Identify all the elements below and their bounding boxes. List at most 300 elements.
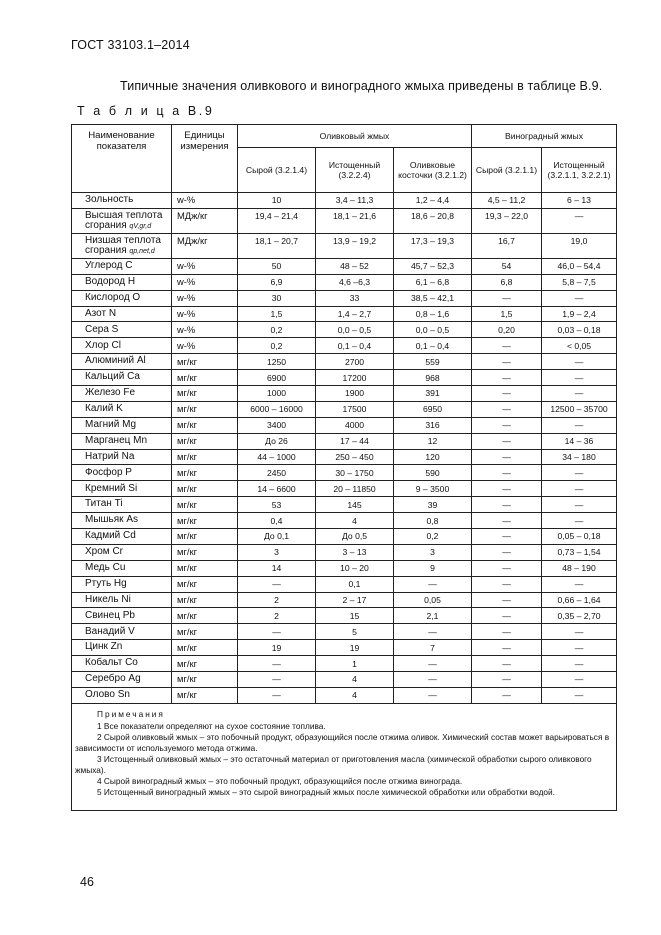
- row-unit: МДж/кг: [172, 208, 238, 233]
- row-symbol: qp,net,d: [129, 248, 155, 256]
- row-value: —: [542, 497, 617, 513]
- row-name-text: Ртуть Hg: [85, 577, 127, 589]
- row-name-text: Цинк Zn: [85, 641, 123, 653]
- row-value: 48 – 190: [542, 560, 617, 576]
- row-name: [72, 193, 172, 209]
- row-value: 0,8 – 1,6: [394, 306, 472, 322]
- table-row: [72, 465, 617, 481]
- row-unit: мг/кг: [172, 481, 238, 497]
- header-olive-stones: Оливковые косточки (3.2.1.2): [394, 148, 472, 193]
- header-olive-raw: Сырой (3.2.1.4): [238, 148, 316, 193]
- row-unit: w-%: [172, 274, 238, 290]
- row-unit: w-%: [172, 290, 238, 306]
- row-unit: мг/кг: [172, 529, 238, 545]
- row-value: 1,9 – 2,4: [542, 306, 617, 322]
- row-value: 3: [394, 544, 472, 560]
- row-value: 3400: [238, 417, 316, 433]
- row-value: —: [394, 687, 472, 703]
- row-value: 17200: [316, 370, 394, 386]
- row-value: 18,1 – 21,6: [316, 208, 394, 233]
- data-table: [71, 124, 617, 811]
- row-value: —: [472, 401, 542, 417]
- row-name-text: Железо Fe: [85, 387, 135, 399]
- row-value: —: [542, 576, 617, 592]
- row-value: —: [472, 640, 542, 656]
- row-name-text: Сера S: [85, 323, 119, 335]
- row-value: —: [472, 544, 542, 560]
- row-value: —: [542, 513, 617, 529]
- row-value: 1900: [316, 386, 394, 402]
- row-value: 4: [316, 513, 394, 529]
- row-value: 968: [394, 370, 472, 386]
- row-value: 18,1 – 20,7: [238, 233, 316, 258]
- row-value: 1250: [238, 354, 316, 370]
- row-value: 12: [394, 433, 472, 449]
- row-value: —: [394, 624, 472, 640]
- row-value: 30: [238, 290, 316, 306]
- row-value: 7: [394, 640, 472, 656]
- note-item: 4 Сырой виноградный жмых – это побочный продукт, образующийся после отжима винограда.: [97, 775, 463, 786]
- row-name: [72, 386, 172, 402]
- row-value: 1,4 – 2,7: [316, 306, 394, 322]
- row-value: —: [238, 672, 316, 688]
- row-value: 316: [394, 417, 472, 433]
- table-row: [72, 401, 617, 417]
- row-value: 0,2: [238, 338, 316, 354]
- row-name-text: Мышьяк As: [85, 514, 138, 526]
- table-row: [72, 624, 617, 640]
- row-name: [72, 672, 172, 688]
- row-value: —: [472, 370, 542, 386]
- table-row: [72, 497, 617, 513]
- table-body: [72, 193, 617, 704]
- row-name: [72, 274, 172, 290]
- row-unit: w-%: [172, 193, 238, 209]
- row-name-text: Высшая теплота сгорания: [85, 209, 163, 232]
- table-row: [72, 290, 617, 306]
- row-name-text: Калий K: [85, 403, 123, 415]
- row-value: 0,05 – 0,18: [542, 529, 617, 545]
- row-value: 14 – 6600: [238, 481, 316, 497]
- row-value: —: [472, 513, 542, 529]
- row-value: —: [472, 592, 542, 608]
- row-value: —: [542, 208, 617, 233]
- table-row: [72, 560, 617, 576]
- row-value: 0,2: [394, 529, 472, 545]
- row-unit: мг/кг: [172, 672, 238, 688]
- row-value: 0,1 – 0,4: [394, 338, 472, 354]
- table-row: [72, 233, 617, 258]
- row-name: [72, 656, 172, 672]
- row-value: 20 – 11850: [316, 481, 394, 497]
- row-name: [72, 640, 172, 656]
- row-value: 250 – 450: [316, 449, 394, 465]
- notes-cell: [72, 703, 617, 810]
- row-name: [72, 433, 172, 449]
- table-row: [72, 370, 617, 386]
- table-row: [72, 208, 617, 233]
- row-value: 1,5: [472, 306, 542, 322]
- row-value: 19,4 – 21,4: [238, 208, 316, 233]
- row-value: —: [542, 465, 617, 481]
- row-name-text: Кремний Si: [85, 482, 138, 494]
- row-value: 559: [394, 354, 472, 370]
- row-value: 120: [394, 449, 472, 465]
- note-item: 5 Истощенный виноградный жмых – это сырой виноградный жмых после химической обработки или обработки водой.: [97, 786, 555, 797]
- row-name-text: Олово Sn: [85, 689, 130, 701]
- row-value: 4,5 – 11,2: [472, 193, 542, 209]
- row-unit: мг/кг: [172, 497, 238, 513]
- row-value: —: [472, 433, 542, 449]
- row-value: —: [542, 672, 617, 688]
- notes-heading: Примечания: [97, 708, 165, 719]
- row-value: —: [472, 529, 542, 545]
- row-value: До 26: [238, 433, 316, 449]
- row-unit: мг/кг: [172, 465, 238, 481]
- row-value: 6950: [394, 401, 472, 417]
- row-unit: мг/кг: [172, 640, 238, 656]
- table-row: [72, 687, 617, 703]
- table-row: [72, 274, 617, 290]
- header-olive-group: Оливковый жмых: [238, 125, 472, 148]
- row-value: —: [542, 624, 617, 640]
- row-value: —: [472, 338, 542, 354]
- row-name: [72, 608, 172, 624]
- row-name-text: Марганец Mn: [85, 434, 148, 446]
- row-name-text: Никель Ni: [85, 593, 131, 605]
- row-value: 19: [238, 640, 316, 656]
- row-value: 1000: [238, 386, 316, 402]
- row-name-text: Кальций Ca: [85, 371, 140, 383]
- row-unit: мг/кг: [172, 354, 238, 370]
- row-value: 0,1 – 0,4: [316, 338, 394, 354]
- row-value: 6,1 – 6,8: [394, 274, 472, 290]
- row-unit: мг/кг: [172, 544, 238, 560]
- row-unit: мг/кг: [172, 687, 238, 703]
- row-value: —: [238, 656, 316, 672]
- row-name: [72, 208, 172, 233]
- page-number: 46: [80, 875, 94, 889]
- row-value: —: [542, 354, 617, 370]
- row-value: 0,2: [238, 322, 316, 338]
- row-value: 145: [316, 497, 394, 513]
- row-value: 0,4: [238, 513, 316, 529]
- row-name: [72, 233, 172, 258]
- row-name: [72, 544, 172, 560]
- note-item: 2 Сырой оливковый жмых – это побочный продукт, образующийся после отжима оливок. Химический состав может варьироваться в зависимости от используемого метода отжима.: [75, 731, 610, 753]
- row-value: 30 – 1750: [316, 465, 394, 481]
- row-value: 4: [316, 672, 394, 688]
- row-value: 6,9: [238, 274, 316, 290]
- table-row: [72, 322, 617, 338]
- intro-text: Типичные значения оливкового и виноградного жмыха приведены в таблице В.9.: [120, 79, 603, 93]
- row-value: —: [472, 386, 542, 402]
- row-value: 0,35 – 2,70: [542, 608, 617, 624]
- row-value: —: [542, 417, 617, 433]
- row-value: До 0,1: [238, 529, 316, 545]
- row-value: —: [472, 465, 542, 481]
- document-header: ГОСТ 33103.1–2014: [71, 38, 190, 52]
- row-value: —: [542, 370, 617, 386]
- row-value: 4,6 –6,3: [316, 274, 394, 290]
- table-row: [72, 354, 617, 370]
- row-name-text: Азот N: [85, 307, 117, 319]
- row-value: 3: [238, 544, 316, 560]
- row-name-text: Свинец Pb: [85, 609, 135, 621]
- header-unit: Единицы измерения: [172, 125, 238, 193]
- table-row: [72, 433, 617, 449]
- row-name-text: Натрий Na: [85, 450, 135, 462]
- row-value: 16,7: [472, 233, 542, 258]
- row-name: [72, 258, 172, 274]
- row-value: 19,3 – 22,0: [472, 208, 542, 233]
- row-value: —: [542, 656, 617, 672]
- note-item: 1 Все показатели определяют на сухое состояние топлива.: [97, 720, 326, 731]
- row-value: 0,1: [316, 576, 394, 592]
- row-symbol: qV,gr,d: [129, 223, 152, 231]
- row-value: 0,73 – 1,54: [542, 544, 617, 560]
- row-value: 0,20: [472, 322, 542, 338]
- row-unit: мг/кг: [172, 401, 238, 417]
- row-name: [72, 370, 172, 386]
- table-row: [72, 640, 617, 656]
- row-name: [72, 592, 172, 608]
- row-unit: w-%: [172, 258, 238, 274]
- row-value: 5: [316, 624, 394, 640]
- row-name-text: Низшая теплота сгорания: [85, 234, 161, 257]
- row-value: —: [238, 576, 316, 592]
- row-value: 6 – 13: [542, 193, 617, 209]
- row-name: [72, 306, 172, 322]
- table-row: [72, 481, 617, 497]
- row-value: 391: [394, 386, 472, 402]
- row-value: 2700: [316, 354, 394, 370]
- row-value: 13,9 – 19,2: [316, 233, 394, 258]
- row-value: 0,66 – 1,64: [542, 592, 617, 608]
- row-value: 0,0 – 0,5: [316, 322, 394, 338]
- table-row: [72, 608, 617, 624]
- row-value: 2: [238, 592, 316, 608]
- row-unit: мг/кг: [172, 386, 238, 402]
- row-value: —: [542, 386, 617, 402]
- row-value: 19,0: [542, 233, 617, 258]
- row-name-text: Алюминий Al: [85, 355, 146, 367]
- header-olive-exhausted: Истощенный (3.2.2.4): [316, 148, 394, 193]
- row-value: —: [472, 608, 542, 624]
- row-value: 18,6 – 20,8: [394, 208, 472, 233]
- row-value: 33: [316, 290, 394, 306]
- row-value: 2: [238, 608, 316, 624]
- table-row: [72, 544, 617, 560]
- row-name-text: Углерод C: [85, 260, 133, 272]
- row-value: 3 – 13: [316, 544, 394, 560]
- row-unit: мг/кг: [172, 449, 238, 465]
- row-value: —: [472, 624, 542, 640]
- row-unit: мг/кг: [172, 656, 238, 672]
- row-value: 10 – 20: [316, 560, 394, 576]
- row-value: 2 – 17: [316, 592, 394, 608]
- row-name: [72, 338, 172, 354]
- row-value: —: [472, 497, 542, 513]
- row-value: —: [472, 449, 542, 465]
- table-row: [72, 592, 617, 608]
- row-value: 6000 – 16000: [238, 401, 316, 417]
- row-value: —: [238, 687, 316, 703]
- row-name-text: Ванадий V: [85, 625, 135, 637]
- row-value: —: [472, 417, 542, 433]
- row-name: [72, 322, 172, 338]
- row-value: 10: [238, 193, 316, 209]
- row-value: —: [472, 560, 542, 576]
- row-value: 5,8 – 7,5: [542, 274, 617, 290]
- row-unit: мг/кг: [172, 417, 238, 433]
- row-name: [72, 624, 172, 640]
- row-value: 38,5 – 42,1: [394, 290, 472, 306]
- row-value: 46,0 – 54,4: [542, 258, 617, 274]
- header-grape-raw: Сырой (3.2.1.1): [472, 148, 542, 193]
- row-value: 6900: [238, 370, 316, 386]
- table-row: [72, 306, 617, 322]
- row-unit: мг/кг: [172, 560, 238, 576]
- table-row: [72, 417, 617, 433]
- row-value: 53: [238, 497, 316, 513]
- row-value: —: [394, 576, 472, 592]
- row-name-text: Серебро Ag: [85, 673, 141, 685]
- row-unit: w-%: [172, 338, 238, 354]
- row-value: 1: [316, 656, 394, 672]
- row-unit: мг/кг: [172, 592, 238, 608]
- row-value: —: [472, 687, 542, 703]
- row-name: [72, 576, 172, 592]
- table-caption: Т а б л и ц а В.9: [77, 104, 215, 118]
- row-value: 45,7 – 52,3: [394, 258, 472, 274]
- row-value: 9 – 3500: [394, 481, 472, 497]
- row-name: [72, 497, 172, 513]
- row-value: 15: [316, 608, 394, 624]
- row-value: 1,2 – 4,4: [394, 193, 472, 209]
- row-value: 14: [238, 560, 316, 576]
- row-name-text: Водород H: [85, 275, 136, 287]
- row-value: —: [472, 576, 542, 592]
- row-name: [72, 290, 172, 306]
- row-name-text: Магний Mg: [85, 418, 137, 430]
- row-value: 2,1: [394, 608, 472, 624]
- table-row: [72, 656, 617, 672]
- row-value: 0,03 – 0,18: [542, 322, 617, 338]
- row-name-text: Титан Ti: [85, 498, 123, 510]
- row-value: 0,0 – 0,5: [394, 322, 472, 338]
- row-name-text: Хром Cr: [85, 546, 123, 558]
- row-name-text: Кадмий Cd: [85, 530, 136, 542]
- row-value: 19: [316, 640, 394, 656]
- row-value: 14 – 36: [542, 433, 617, 449]
- row-value: 1,5: [238, 306, 316, 322]
- row-unit: МДж/кг: [172, 233, 238, 258]
- row-value: 54: [472, 258, 542, 274]
- row-name: [72, 560, 172, 576]
- note-item: 3 Истощенный оливковый жмых – это остаточный материал от приготовления масла (химической обработки сырого оливкового жмыха).: [75, 753, 592, 775]
- table-row: [72, 258, 617, 274]
- row-name: [72, 687, 172, 703]
- row-unit: мг/кг: [172, 433, 238, 449]
- row-name: [72, 449, 172, 465]
- row-unit: мг/кг: [172, 576, 238, 592]
- row-value: 39: [394, 497, 472, 513]
- row-name: [72, 513, 172, 529]
- table-row: [72, 193, 617, 209]
- row-value: 34 – 180: [542, 449, 617, 465]
- row-value: —: [472, 354, 542, 370]
- header-grape-group: Виноградный жмых: [472, 125, 617, 148]
- header-grape-exhausted: Истощенный (3.2.1.1, 3.2.2.1): [542, 148, 617, 193]
- table-row: [72, 529, 617, 545]
- row-value: 12500 – 35700: [542, 401, 617, 417]
- row-unit: w-%: [172, 306, 238, 322]
- row-unit: мг/кг: [172, 513, 238, 529]
- row-value: 4000: [316, 417, 394, 433]
- row-value: —: [542, 687, 617, 703]
- row-value: —: [472, 656, 542, 672]
- row-name-text: Фосфор P: [85, 466, 132, 478]
- row-name: [72, 354, 172, 370]
- row-value: —: [542, 290, 617, 306]
- row-value: 590: [394, 465, 472, 481]
- row-value: 17,3 – 19,3: [394, 233, 472, 258]
- row-value: До 0,5: [316, 529, 394, 545]
- row-name-text: Кобальт Co: [85, 657, 138, 669]
- row-unit: w-%: [172, 322, 238, 338]
- row-value: —: [472, 290, 542, 306]
- row-name: [72, 417, 172, 433]
- row-value: < 0,05: [542, 338, 617, 354]
- table-row: [72, 672, 617, 688]
- row-value: 3,4 – 11,3: [316, 193, 394, 209]
- row-name-text: Зольность: [85, 194, 134, 206]
- row-name-text: Хлор Cl: [85, 339, 121, 351]
- row-value: 0,05: [394, 592, 472, 608]
- row-value: —: [542, 481, 617, 497]
- row-unit: мг/кг: [172, 370, 238, 386]
- table-row: [72, 449, 617, 465]
- row-unit: мг/кг: [172, 624, 238, 640]
- row-name-text: Медь Cu: [85, 562, 126, 573]
- row-value: 9: [394, 560, 472, 576]
- row-value: 48 – 52: [316, 258, 394, 274]
- row-value: 0,8: [394, 513, 472, 529]
- row-value: —: [394, 656, 472, 672]
- row-name: [72, 465, 172, 481]
- header-name: Наименование показателя: [72, 125, 172, 193]
- table-row: [72, 386, 617, 402]
- row-value: —: [238, 624, 316, 640]
- row-value: 17500: [316, 401, 394, 417]
- row-value: 44 – 1000: [238, 449, 316, 465]
- row-name-text: Кислород O: [85, 291, 141, 303]
- row-name: [72, 481, 172, 497]
- row-value: 2450: [238, 465, 316, 481]
- row-value: —: [542, 640, 617, 656]
- row-value: —: [472, 481, 542, 497]
- row-value: —: [394, 672, 472, 688]
- table-row: [72, 338, 617, 354]
- row-name: [72, 401, 172, 417]
- row-name: [72, 529, 172, 545]
- table-row: [72, 576, 617, 592]
- row-unit: мг/кг: [172, 608, 238, 624]
- row-value: 50: [238, 258, 316, 274]
- row-value: —: [472, 672, 542, 688]
- table-row: [72, 513, 617, 529]
